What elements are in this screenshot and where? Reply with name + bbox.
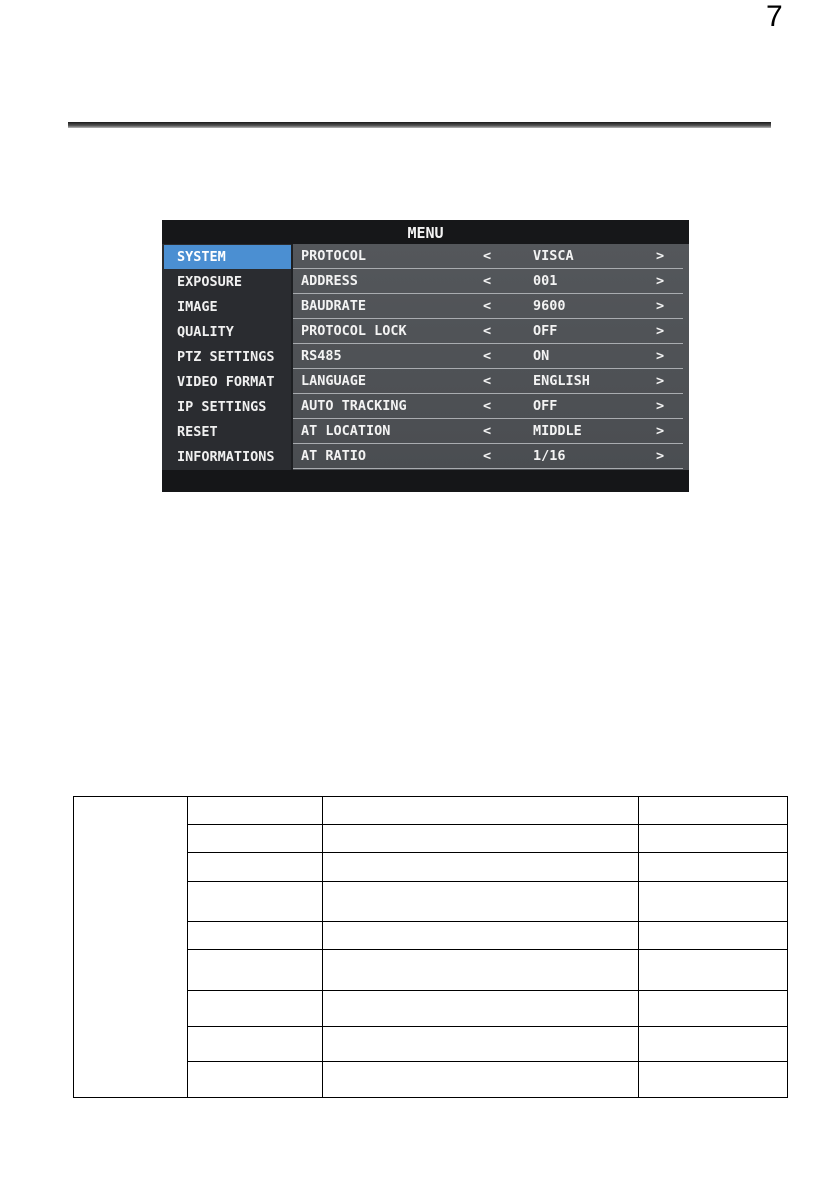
table-cell (188, 825, 323, 853)
osd-menu-item-system[interactable]: SYSTEM (164, 245, 291, 269)
setting-value: OFF (533, 323, 558, 339)
osd-menu-screenshot (162, 220, 689, 492)
setting-row-baudrate[interactable] (293, 294, 683, 319)
page-number: 7 (766, 0, 783, 33)
setting-label: PROTOCOL (301, 248, 367, 264)
setting-row-protocol[interactable] (293, 244, 683, 269)
setting-value: OFF (533, 398, 558, 414)
table-cell (639, 882, 788, 922)
setting-value: VISCA (533, 248, 574, 264)
setting-row-at-location[interactable] (293, 419, 683, 444)
setting-label: BAUDRATE (301, 298, 367, 314)
table-cell (639, 825, 788, 853)
setting-value: 1/16 (533, 448, 566, 464)
table-cell (188, 882, 323, 922)
setting-value: 001 (533, 273, 558, 289)
increase-arrow-icon[interactable]: > (656, 423, 665, 439)
table-cell (323, 853, 639, 882)
osd-menu-item-image[interactable]: IMAGE (177, 299, 218, 315)
osd-settings-panel (293, 244, 689, 470)
table-cell (188, 922, 323, 950)
setting-label: PROTOCOL LOCK (301, 323, 407, 339)
table-cell (188, 950, 323, 991)
osd-menu-item-video-format[interactable]: VIDEO FORMAT (177, 374, 275, 390)
decrease-arrow-icon[interactable]: < (483, 298, 492, 314)
table-cell (188, 853, 323, 882)
table-cell (188, 797, 323, 825)
table-cell (639, 853, 788, 882)
setting-value: 9600 (533, 298, 566, 314)
increase-arrow-icon[interactable]: > (656, 323, 665, 339)
table-cell (323, 991, 639, 1027)
table-row (74, 797, 788, 825)
table-cell (639, 922, 788, 950)
decrease-arrow-icon[interactable]: < (483, 248, 492, 264)
table-cell (323, 882, 639, 922)
table-cell (323, 950, 639, 991)
increase-arrow-icon[interactable]: > (656, 448, 665, 464)
table-cell (639, 950, 788, 991)
header-rule (68, 122, 771, 128)
table-cell (323, 922, 639, 950)
table-group-cell (74, 797, 188, 1098)
table-cell (639, 797, 788, 825)
setting-row-address[interactable] (293, 269, 683, 294)
setting-label: LANGUAGE (301, 373, 367, 389)
setting-label: AUTO TRACKING (301, 398, 407, 414)
decrease-arrow-icon[interactable]: < (483, 323, 492, 339)
setting-value: ON (533, 348, 550, 364)
setting-label: ADDRESS (301, 273, 358, 289)
osd-left-menu (162, 244, 291, 470)
decrease-arrow-icon[interactable]: < (483, 398, 492, 414)
osd-bottom-bar (162, 470, 689, 492)
osd-menu-item-reset[interactable]: RESET (177, 424, 218, 440)
setting-row-rs485[interactable] (293, 344, 683, 369)
setting-label: RS485 (301, 348, 342, 364)
decrease-arrow-icon[interactable]: < (483, 273, 492, 289)
osd-menu-item-ptz-settings[interactable]: PTZ SETTINGS (177, 349, 275, 365)
setting-label: AT LOCATION (301, 423, 391, 439)
osd-menu-title: MENU (162, 220, 689, 244)
increase-arrow-icon[interactable]: > (656, 348, 665, 364)
table-cell (323, 825, 639, 853)
increase-arrow-icon[interactable]: > (656, 248, 665, 264)
table-cell (188, 1062, 323, 1098)
table-cell (639, 1062, 788, 1098)
table-cell (639, 1027, 788, 1062)
table-cell (188, 991, 323, 1027)
setting-label: AT RATIO (301, 448, 367, 464)
setting-row-auto-tracking[interactable] (293, 394, 683, 419)
setting-row-language[interactable] (293, 369, 683, 394)
osd-menu-item-quality[interactable]: QUALITY (177, 324, 234, 340)
table-cell (323, 797, 639, 825)
decrease-arrow-icon[interactable]: < (483, 448, 492, 464)
settings-table (73, 796, 788, 1098)
increase-arrow-icon[interactable]: > (656, 273, 665, 289)
decrease-arrow-icon[interactable]: < (483, 373, 492, 389)
setting-row-at-ratio[interactable] (293, 444, 683, 469)
osd-menu-item-informations[interactable]: INFORMATIONS (177, 449, 275, 465)
increase-arrow-icon[interactable]: > (656, 373, 665, 389)
decrease-arrow-icon[interactable]: < (483, 348, 492, 364)
decrease-arrow-icon[interactable]: < (483, 423, 492, 439)
setting-value: ENGLISH (533, 373, 590, 389)
table-cell (323, 1062, 639, 1098)
table-cell (323, 1027, 639, 1062)
osd-menu-item-exposure[interactable]: EXPOSURE (177, 274, 243, 290)
table-cell (639, 991, 788, 1027)
increase-arrow-icon[interactable]: > (656, 398, 665, 414)
setting-row-protocol-lock[interactable] (293, 319, 683, 344)
table-cell (188, 1027, 323, 1062)
osd-menu-item-ip-settings[interactable]: IP SETTINGS (177, 399, 267, 415)
increase-arrow-icon[interactable]: > (656, 298, 665, 314)
setting-value: MIDDLE (533, 423, 582, 439)
